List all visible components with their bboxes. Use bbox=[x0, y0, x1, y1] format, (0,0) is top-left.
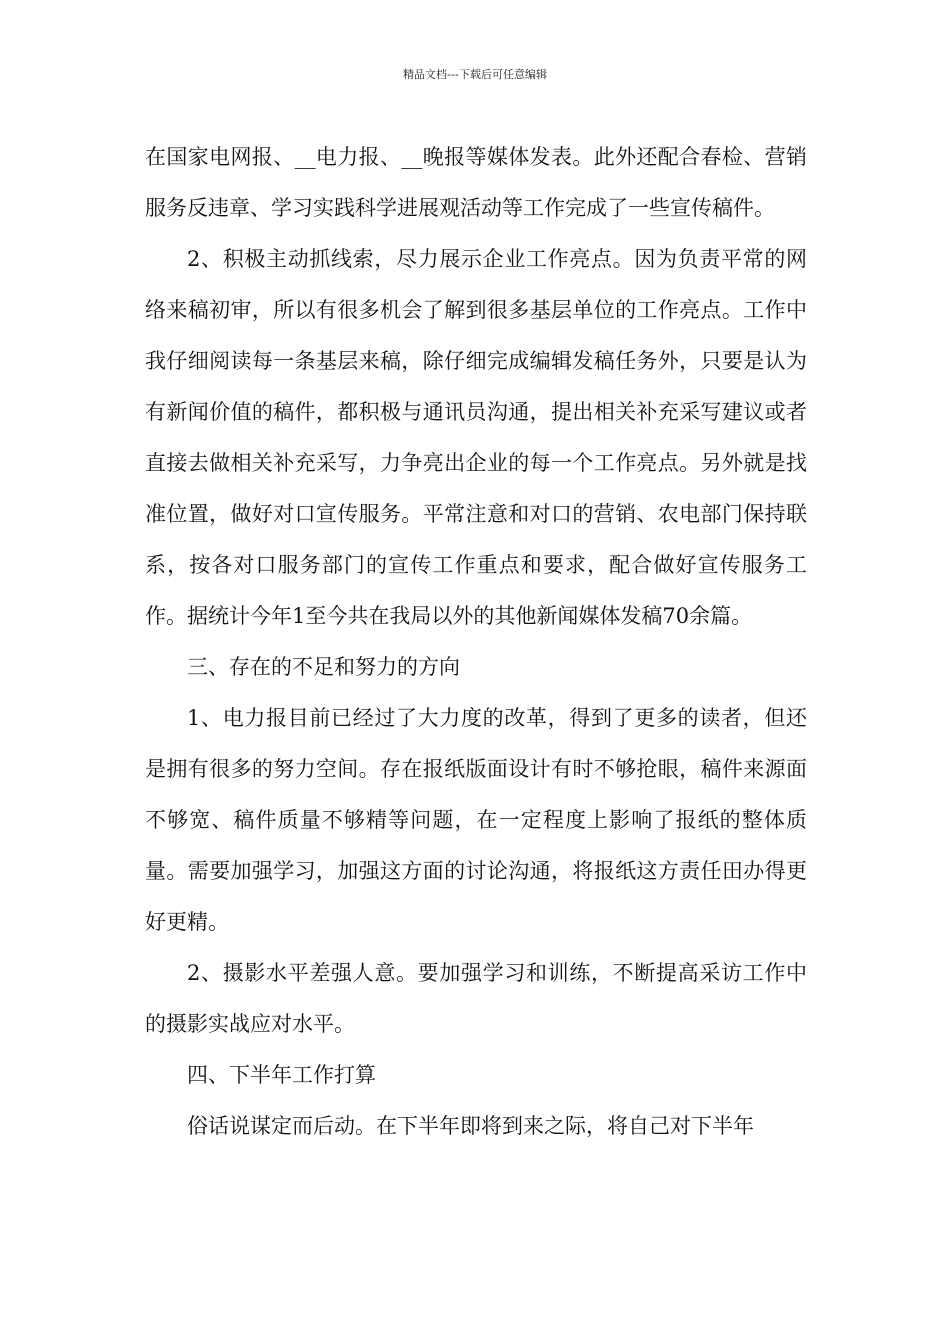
section-heading-4: 四、下半年工作打算 bbox=[187, 1063, 376, 1087]
paragraph-plan-intro: 俗话说谋定而后动。在下半年即将到来之际，将自己对下半年 bbox=[187, 1114, 754, 1138]
section-heading-3: 三、存在的不足和努力的方向 bbox=[187, 655, 460, 679]
paragraph-item-3-1: 1、电力报目前已经过了大力度的改革，得到了更多的读者，但还是拥有很多的努力空间。存在报纸版面设计有时不够抢眼，稿件来源面不够宽、稿件质量不够精等问题，在一定程度上影响了报纸的整体质量。需要加强学习，加强这方面的讨论沟通，将报纸这方责任田办得更好更精。 bbox=[145, 706, 807, 934]
document-body bbox=[145, 132, 807, 1152]
paragraph-item-2: 2、积极主动抓线索，尽力展示企业工作亮点。因为负责平常的网络来稿初审，所以有很多机会了解到很多基层单位的工作亮点。工作中我仔细阅读每一条基层来稿，除仔细完成编辑发稿任务外，只要是认为有新闻价值的稿件，都积极与通讯员沟通，提出相关补充采写建议或者直接去做相关补充采写，力争亮出企业的每一个工作亮点。另外就是找准位置，做好对口宣传服务。平常注意和对口的营销、农电部门保持联系，按各对口服务部门的宣传工作重点和要求，配合做好宣传服务工作。据统计今年1至今共在我局以外的其他新闻媒体发稿70余篇。 bbox=[145, 247, 807, 628]
paragraph-item-3-2: 2、摄影水平差强人意。要加强学习和训练，不断提高采访工作中的摄影实战应对水平。 bbox=[145, 961, 807, 1036]
page-header: 精品文档---下载后可任意编辑 bbox=[403, 68, 547, 81]
paragraph-continuation: 在国家电网报、__电力报、__晚报等媒体发表。此外还配合春检、营销服务反违章、学习实践科学进展观活动等工作完成了一些宣传稿件。 bbox=[145, 145, 807, 220]
